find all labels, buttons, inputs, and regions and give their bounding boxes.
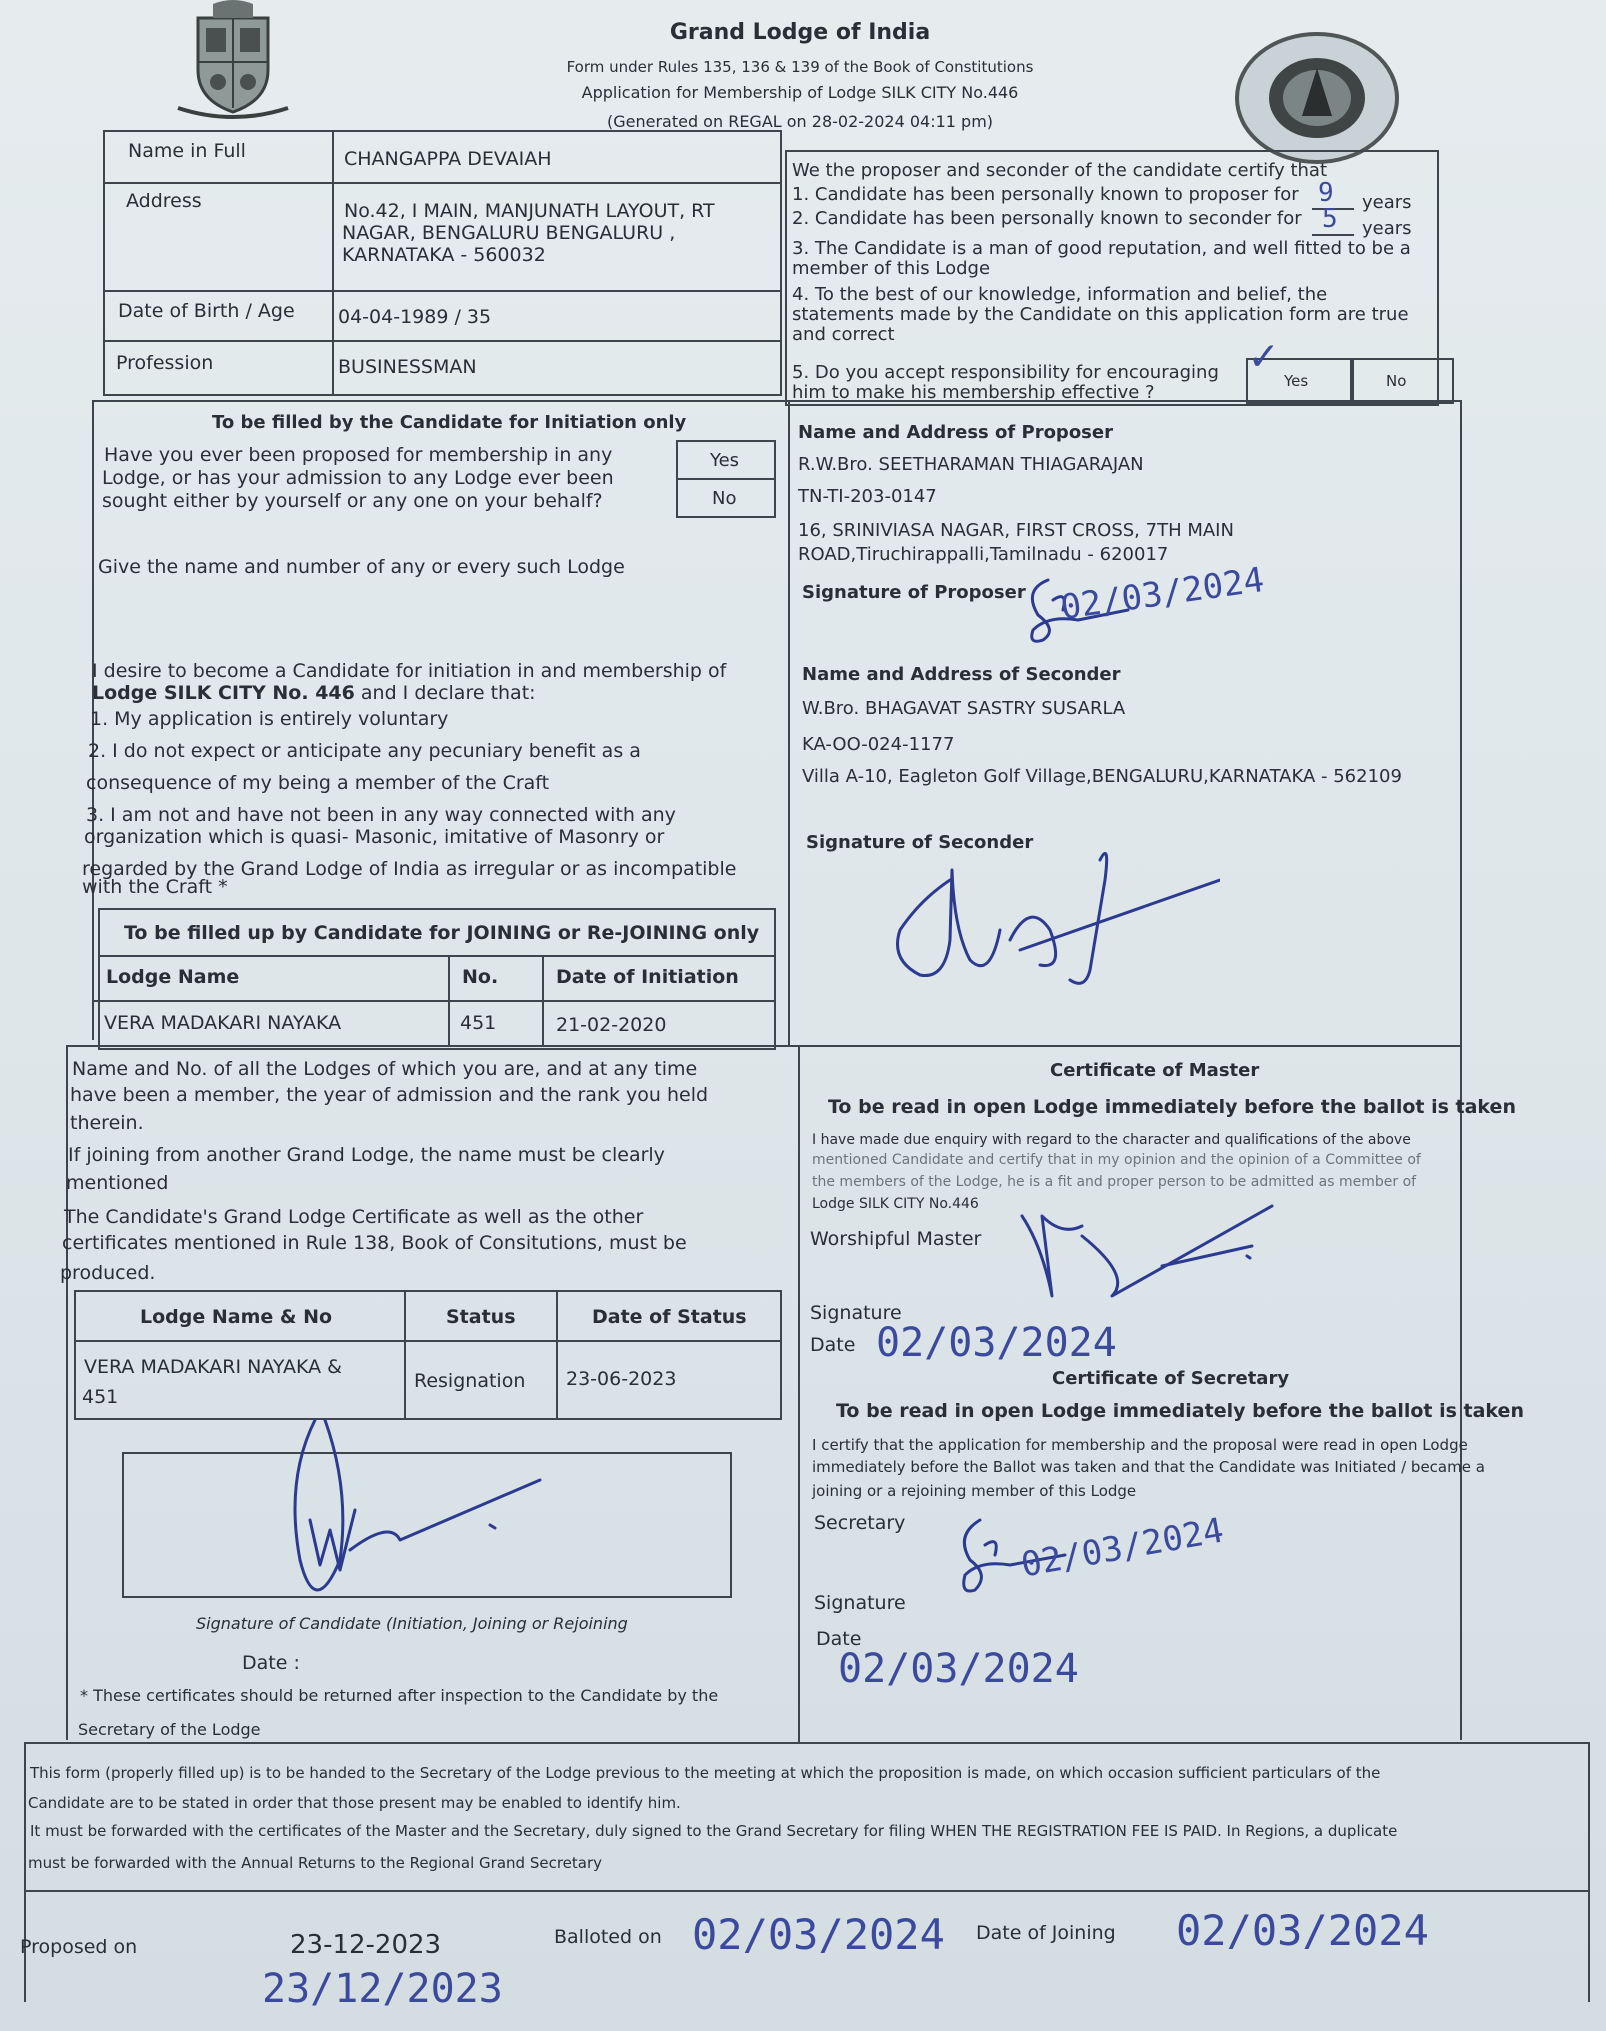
responsibility-no-label: No — [1386, 372, 1407, 390]
form-rules-line: Form under Rules 135, 136 & 139 of the Book of Constitutions — [566, 58, 1034, 76]
proposed-on-label: Proposed on — [20, 1936, 138, 1958]
proposer-id: TN-TI-203-0147 — [798, 486, 937, 507]
joining-cell-lodge-name: VERA MADAKARI NAYAKA — [104, 1012, 342, 1034]
certify-item-5: 5. Do you accept responsibility for encouraging — [792, 362, 1219, 383]
proposer-signed-date: 02/03/2024 — [1058, 559, 1267, 629]
proposer-years-value: 9 — [1318, 178, 1334, 208]
declaration-lodge: Lodge SILK CITY No. 446 — [92, 682, 355, 704]
lodge-status-cell-status: Resignation — [414, 1370, 526, 1392]
footer-instruction: This form (properly filled up) is to be handed to the Secretary of the Lodge previous to the meeting at which the proposition is made, on which occasion sufficient particulars of the — [30, 1764, 1381, 1782]
joining-col-no: No. — [462, 966, 499, 988]
certify-item-3-cont: member of this Lodge — [792, 258, 991, 279]
master-date: 02/03/2024 — [876, 1320, 1117, 1366]
center-divider — [788, 400, 790, 1045]
lodges-instruction: The Candidate's Grand Lodge Certificate as well as the other — [64, 1206, 644, 1228]
form-application-line: Application for Membership of Lodge SILK CITY No.446 — [581, 83, 1019, 102]
secretary-date: 02/03/2024 — [838, 1646, 1079, 1692]
candidate-dob: 04-04-1989 / 35 — [338, 306, 492, 328]
master-text: I have made due enquiry with regard to the character and qualifications of the above — [812, 1132, 1411, 1148]
joining-col-lodge-name: Lodge Name — [106, 966, 240, 988]
lodge-status-col-status: Status — [446, 1306, 516, 1328]
joining-col-date: Date of Initiation — [556, 966, 739, 988]
footer-instruction: must be forwarded with the Annual Returns to the Regional Grand Secretary — [28, 1854, 603, 1872]
master-text: Lodge SILK CITY No.446 — [812, 1196, 979, 1212]
certificates-note: * These certificates should be returned after inspection to the Candidate by the — [80, 1686, 719, 1705]
certify-item-2: 2. Candidate has been personally known to seconder for — [792, 208, 1302, 229]
secretary-signed-date: 02/03/2024 — [1018, 1510, 1227, 1586]
candidate-date-label: Date : — [242, 1652, 300, 1674]
candidate-signature — [280, 1400, 560, 1640]
date-of-joining-value: 02/03/2024 — [1176, 1906, 1429, 1955]
lodges-instruction: have been a member, the year of admission and the rank you held — [70, 1084, 709, 1106]
profession-label: Profession — [116, 352, 214, 374]
proposer-name: R.W.Bro. SEETHARAMAN THIAGARAJAN — [798, 454, 1144, 475]
secretary-text: joining or a rejoining member of this Lodge — [812, 1482, 1137, 1500]
grid-line — [92, 400, 1460, 402]
certificates-note-cont: Secretary of the Lodge — [78, 1720, 261, 1739]
form-generated-line: (Generated on REGAL on 28-02-2024 04:11 pm) — [606, 112, 994, 131]
candidate-profession: BUSINESSMAN — [338, 356, 477, 378]
previous-lodge-question: Give the name and number of any or every such Lodge — [98, 556, 625, 578]
master-heading: Certificate of Master — [1050, 1060, 1260, 1081]
initiation-yes-label: Yes — [710, 450, 740, 471]
declaration-item-1: 1. My application is entirely voluntary — [90, 708, 449, 730]
declaration-line: I desire to become a Candidate for initiation in and membership of — [92, 660, 727, 682]
lodges-instruction: produced. — [60, 1262, 156, 1284]
lodges-instruction: therein. — [70, 1112, 144, 1134]
balloted-on-label: Balloted on — [554, 1926, 662, 1948]
secretary-signature-label: Signature — [814, 1592, 906, 1614]
footer-instruction: Candidate are to be stated in order that those present may be enabled to identify him. — [28, 1794, 681, 1812]
declaration-item-3-cont: with the Craft * — [82, 876, 228, 898]
certify-item-1: 1. Candidate has been personally known to proposer for — [792, 184, 1299, 205]
certify-item-4-cont: and correct — [792, 324, 895, 345]
proposer-signature-label: Signature of Proposer — [802, 582, 1026, 603]
balloted-on-date: 02/03/2024 — [692, 1910, 945, 1959]
master-subheading: To be read in open Lodge immediately before the ballot is taken — [828, 1096, 1516, 1118]
initiation-question: sought either by yourself or any one on your behalf? — [102, 490, 603, 512]
declaration-item-2-cont: consequence of my being a member of the Craft — [86, 772, 550, 794]
lodge-seal-icon — [1232, 28, 1402, 168]
candidate-signature-caption: Signature of Candidate (Initiation, Joining or Rejoining — [196, 1614, 628, 1633]
joining-cell-date: 21-02-2020 — [556, 1014, 667, 1036]
candidate-name: CHANGAPPA DEVAIAH — [344, 148, 552, 170]
declaration-line: and I declare that: — [354, 682, 536, 704]
initiation-no-label: No — [712, 488, 737, 509]
seconder-heading: Name and Address of Seconder — [802, 664, 1121, 685]
footer-instruction: It must be forwarded with the certificates of the Master and the Secretary, duly signed to the Grand Secretary for filing WHEN THE REGISTRATION FEE IS PAID. In Regions, a duplicate — [30, 1822, 1398, 1840]
proposer-address: 16, SRINIVIASA NAGAR, FIRST CROSS, 7TH MAIN — [798, 520, 1234, 541]
master-text: mentioned Candidate and certify that in my opinion and the opinion of a Committee of — [812, 1152, 1421, 1168]
seconder-signature-label: Signature of Seconder — [806, 832, 1034, 853]
secretary-text: I certify that the application for membership and the proposal were read in open Lodge — [812, 1436, 1468, 1454]
initiation-question: Lodge, or has your admission to any Lodge ever been — [102, 467, 614, 489]
initiation-question: Have you ever been proposed for membership in any — [104, 444, 613, 466]
lodges-instruction: If joining from another Grand Lodge, the name must be clearly — [68, 1144, 665, 1166]
secretary-subheading: To be read in open Lodge immediately before the ballot is taken — [836, 1400, 1524, 1422]
center-divider — [798, 1045, 800, 1742]
tick-mark-icon: ✓ — [1250, 330, 1277, 381]
name-label: Name in Full — [128, 140, 246, 162]
seconder-address: Villa A-10, Eagleton Golf Village,BENGALURU,KARNATAKA - 562109 — [802, 766, 1402, 787]
seconder-id: KA-OO-024-1177 — [802, 734, 955, 755]
proposed-on-handwritten: 23/12/2023 — [262, 1966, 503, 2012]
declaration-item-3: 3. I am not and have not been in any way connected with any — [86, 804, 676, 826]
secretary-heading: Certificate of Secretary — [1052, 1368, 1290, 1389]
declaration-item-3-cont: regarded by the Grand Lodge of India as irregular or as incompatible — [82, 858, 737, 880]
master-signature — [1012, 1196, 1302, 1306]
years-label: years — [1362, 192, 1412, 213]
secretary-role-label: Secretary — [814, 1512, 906, 1534]
lodge-status-cell-name: VERA MADAKARI NAYAKA & — [84, 1356, 342, 1378]
seconder-signature — [890, 840, 1220, 1010]
lodges-instruction: certificates mentioned in Rule 138, Book of Consitutions, must be — [62, 1232, 687, 1254]
years-label: years — [1362, 218, 1412, 239]
candidate-address-line: NAGAR, BENGALURU BENGALURU , — [342, 222, 676, 244]
lodge-status-col-date: Date of Status — [592, 1306, 747, 1328]
lodges-instruction: Name and No. of all the Lodges of which you are, and at any time — [72, 1058, 698, 1080]
certify-item-5-cont: him to make his membership effective ? — [792, 382, 1155, 403]
certify-item-4-cont: statements made by the Candidate on this application form are true — [792, 304, 1409, 325]
proposer-heading: Name and Address of Proposer — [798, 422, 1113, 443]
declaration-item-2: 2. I do not expect or anticipate any pecuniary benefit as a — [88, 740, 641, 762]
master-text: the members of the Lodge, he is a fit and proper person to be admitted as member of — [812, 1174, 1417, 1190]
candidate-address-line: No.42, I MAIN, MANJUNATH LAYOUT, RT — [344, 200, 715, 222]
master-date-label: Date — [810, 1334, 856, 1356]
dob-label: Date of Birth / Age — [118, 300, 295, 322]
secretary-text: immediately before the Ballot was taken and that the Candidate was Initiated / became a — [812, 1458, 1485, 1476]
declaration-item-3-cont: organization which is quasi- Masonic, imitative of Masonry or — [84, 826, 665, 848]
form-title: Grand Lodge of India — [669, 20, 931, 45]
date-of-joining-label: Date of Joining — [976, 1922, 1116, 1944]
master-role-label: Worshipful Master — [810, 1228, 982, 1250]
secretary-date-label: Date — [816, 1628, 862, 1650]
seconder-years-value: 5 — [1322, 204, 1338, 234]
lodge-status-cell-name: 451 — [82, 1386, 119, 1408]
certify-intro: We the proposer and seconder of the candidate certify that — [792, 160, 1328, 181]
lodge-status-cell-date: 23-06-2023 — [566, 1368, 677, 1390]
lodges-instruction: mentioned — [66, 1172, 169, 1194]
master-signature-label: Signature — [810, 1302, 902, 1324]
lodge-status-col-name: Lodge Name & No — [140, 1306, 333, 1328]
proposed-on-value: 23-12-2023 — [290, 1930, 442, 1960]
responsibility-yes-label: Yes — [1284, 372, 1309, 390]
proposer-address: ROAD,Tiruchirappalli,Tamilnadu - 620017 — [798, 544, 1169, 565]
certify-item-4: 4. To the best of our knowledge, information and belief, the — [792, 284, 1328, 305]
certify-item-3: 3. The Candidate is a man of good reputation, and well fitted to be a — [792, 238, 1411, 259]
address-label: Address — [126, 190, 202, 212]
joining-heading: To be filled up by Candidate for JOINING or Re-JOINING only — [124, 922, 760, 944]
seconder-name: W.Bro. BHAGAVAT SASTRY SUSARLA — [802, 698, 1126, 719]
candidate-address-line: KARNATAKA - 560032 — [342, 244, 546, 266]
joining-cell-no: 451 — [460, 1012, 497, 1034]
initiation-heading: To be filled by the Candidate for Initiation only — [212, 412, 687, 433]
grand-lodge-crest-icon — [168, 0, 298, 130]
